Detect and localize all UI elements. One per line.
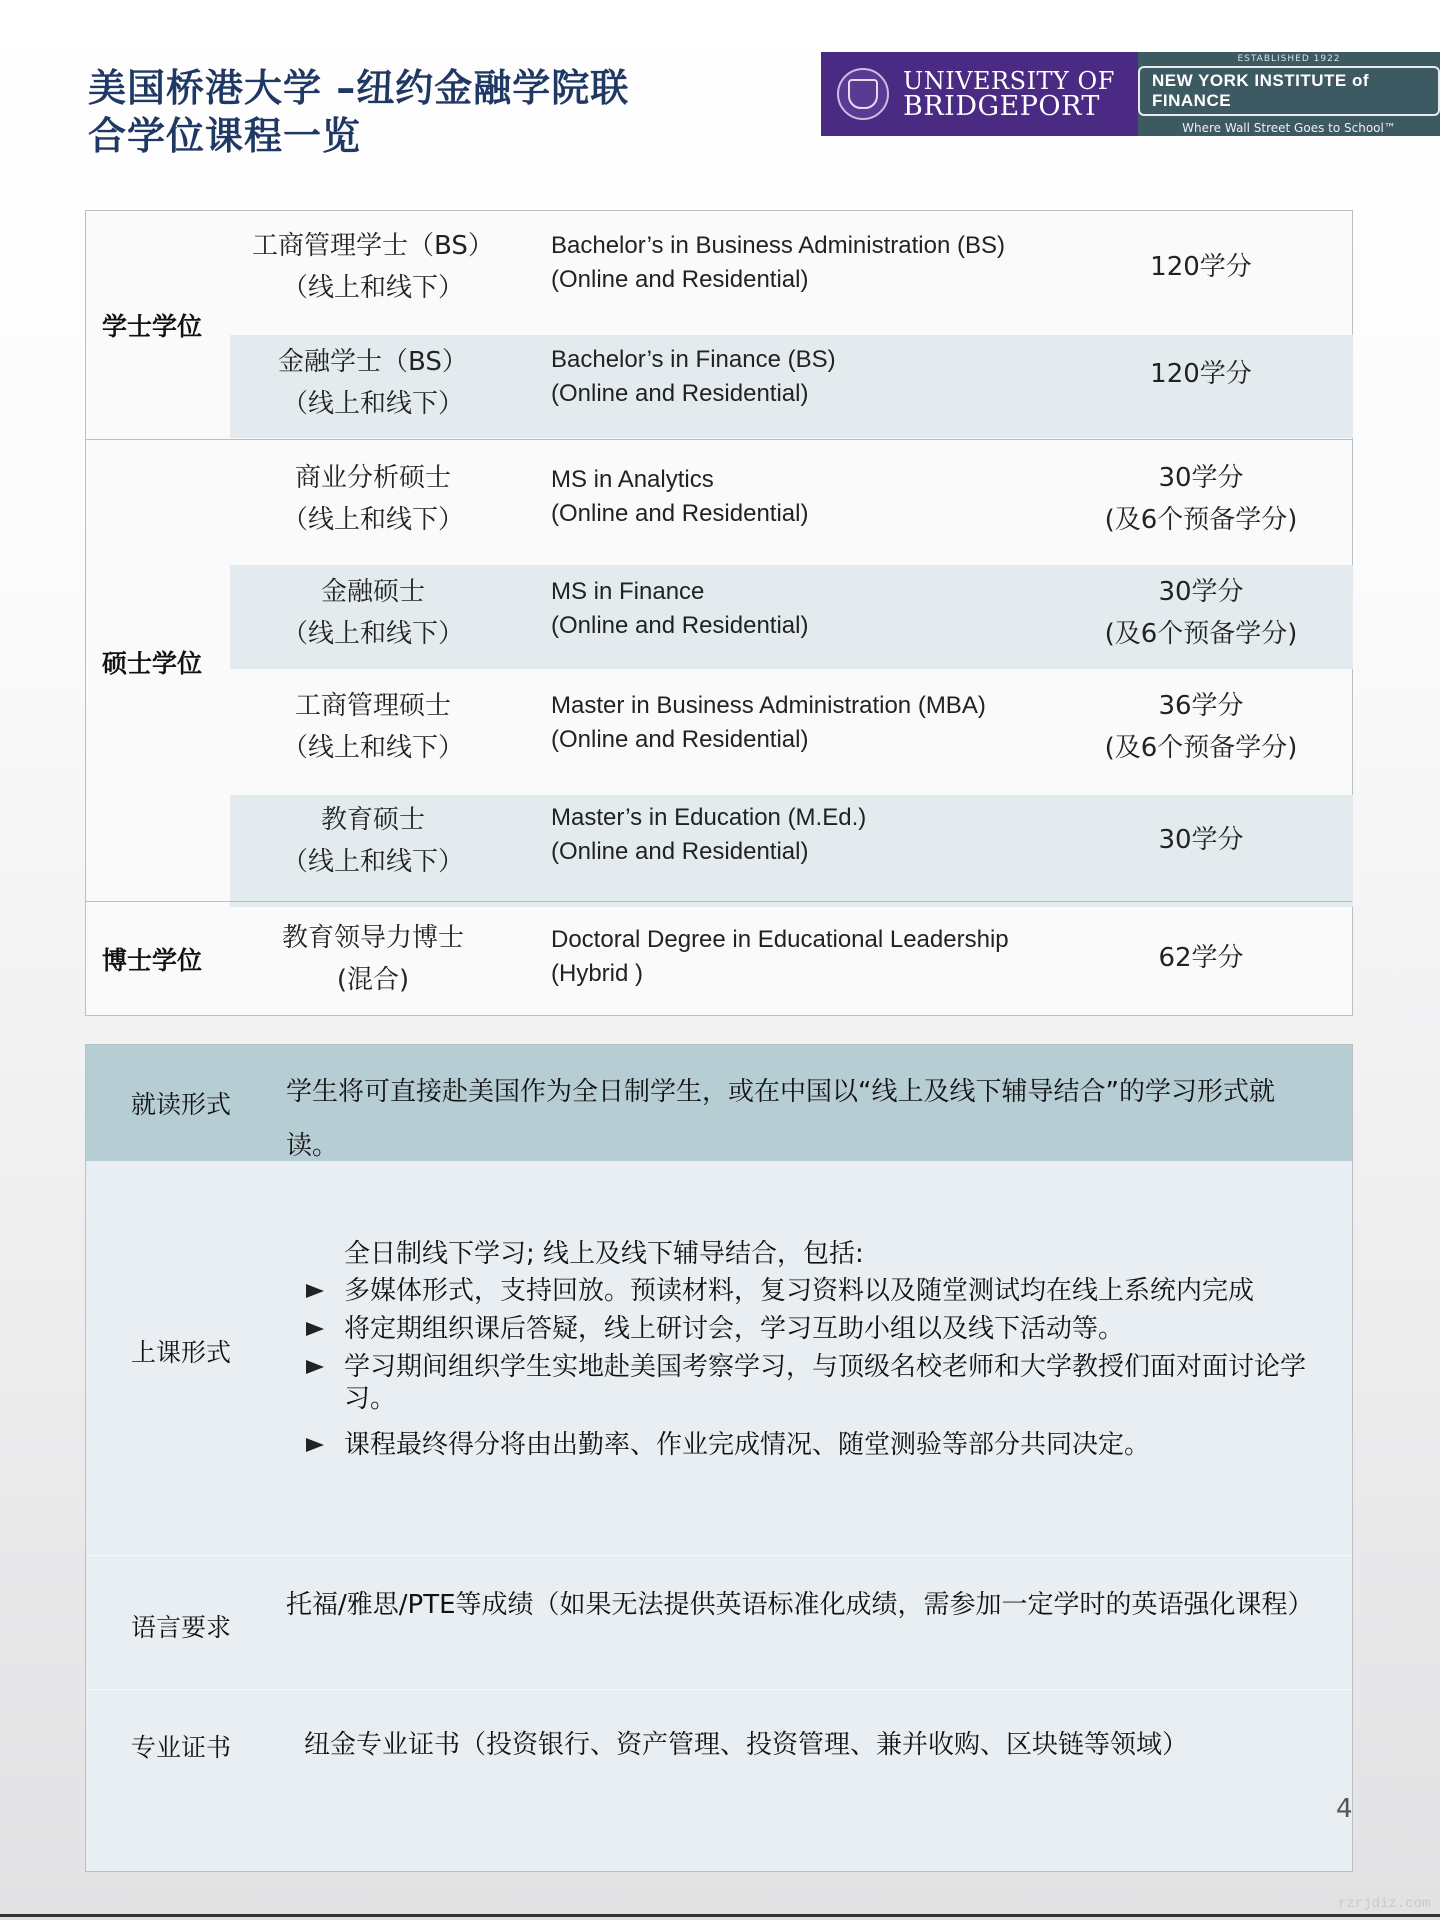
nyif-established: ESTABLISHED 1922 (1237, 53, 1341, 64)
list-item: 课程最终得分将由出勤率、作业完成情况、随堂测验等部分共同决定。 (296, 1429, 1336, 1461)
degree-credits: 30学分 (1158, 825, 1244, 855)
category-bachelor: 学士学位 (102, 312, 203, 341)
certificate-label: 专业证书 (130, 1733, 231, 1762)
certificate-row (86, 1689, 1352, 1871)
class-format-intro: 全日制线下学习; 线上及线下辅导结合，包括: (344, 1239, 864, 1269)
study-mode-label: 就读形式 (130, 1090, 231, 1119)
degree-row-mba (230, 679, 1353, 783)
language-text: 托福/雅思/PTE等成绩（如果无法提供英语标准化成绩，需参加一定学时的英语强化课程） (286, 1590, 1314, 1620)
degree-credits: 36学分 (及6个预备学分) (1104, 691, 1298, 763)
degree-table (85, 210, 1353, 1016)
degree-row-bs-finance (230, 335, 1353, 438)
study-mode-row (86, 1045, 1352, 1161)
university-seal-icon (837, 68, 889, 120)
degree-name-cn: 商业分析硕士 （线上和线下） (281, 463, 464, 535)
category-master: 硕士学位 (102, 648, 203, 678)
arrow-bullet-icon (306, 1438, 324, 1452)
certificate-text: 纽金专业证书（投资银行、资产管理、投资管理、兼并收购、区块链等领域） (304, 1730, 1189, 1760)
degree-row-med (230, 795, 1353, 907)
class-format-label: 上课形式 (130, 1338, 231, 1367)
page-number: 4 (1336, 1794, 1353, 1824)
degree-name-en: Master in Business Administration (MBA) (Online and Residential) (551, 692, 986, 753)
degree-name-en: Doctoral Degree in Educational Leadership (Hybrid ) (551, 926, 1009, 987)
degree-row-bba (230, 211, 1353, 323)
degree-name-cn: 金融学士（BS） （线上和线下） (278, 347, 468, 419)
university-name: UNIVERSITY OF BRIDGEPORT (903, 67, 1115, 122)
page-title: 美国桥港大学 –纽约金融学院联 合学位课程一览 (88, 66, 630, 158)
section-divider (86, 439, 1352, 440)
degree-row-edd (230, 911, 1353, 1015)
watermark: rzrjdiz.com (1338, 1896, 1431, 1912)
degree-name-cn: 工商管理硕士 （线上和线下） (281, 691, 464, 763)
category-doctoral: 博士学位 (102, 946, 203, 975)
degree-credits: 120学分 (1150, 252, 1252, 282)
degree-name-en: Master’s in Education (M.Ed.) (Online and Residential) (551, 804, 867, 865)
list-item: 学习期间组织学生实地赴美国考察学习，与顶级名校老师和大学教授们面对面讨论学习。 (296, 1351, 1336, 1415)
degree-name-en: Bachelor’s in Finance (BS) (Online and Residential) (551, 346, 836, 407)
degree-row-ms-finance (230, 565, 1353, 669)
study-mode-text: 学生将可直接赴美国作为全日制学生，或在中国以“线上及线下辅导结合”的学习形式就读。 (286, 1077, 1275, 1161)
language-label: 语言要求 (130, 1613, 231, 1642)
nyif-logo (1138, 52, 1440, 136)
arrow-bullet-icon (306, 1284, 324, 1298)
program-info-table (85, 1044, 1353, 1872)
language-row (86, 1555, 1352, 1689)
degree-name-en: Bachelor’s in Business Administration (BS) (Online and Residential) (551, 232, 1005, 293)
arrow-bullet-icon (306, 1360, 324, 1374)
degree-name-en: MS in Finance (Online and Residential) (551, 578, 809, 639)
degree-name-en: MS in Analytics (Online and Residential) (551, 466, 809, 527)
list-item: 多媒体形式，支持回放。预读材料，复习资料以及随堂测试均在线上系统内完成 (296, 1275, 1336, 1307)
arrow-bullet-icon (306, 1322, 324, 1336)
degree-credits: 30学分 (及6个预备学分) (1104, 577, 1298, 649)
section-divider (86, 901, 1352, 902)
degree-name-cn: 金融硕士 （线上和线下） (281, 577, 464, 649)
nyif-name: NEW YORK INSTITUTE of FINANCE (1138, 66, 1440, 116)
university-of-bridgeport-logo (821, 52, 1138, 136)
list-item: 将定期组织课后答疑，线上研讨会，学习互助小组以及线下活动等。 (296, 1313, 1336, 1345)
degree-credits: 30学分 (及6个预备学分) (1104, 463, 1298, 535)
logo-banner (821, 52, 1440, 136)
degree-credits: 62学分 (1158, 943, 1244, 973)
degree-name-cn: 工商管理学士（BS） （线上和线下） (252, 231, 494, 303)
degree-name-cn: 教育硕士 （线上和线下） (281, 805, 464, 877)
class-format-list (296, 1275, 1336, 1461)
degree-row-ms-analytics (230, 449, 1353, 553)
degree-name-cn: 教育领导力博士 (混合) (281, 923, 464, 995)
class-format-row (86, 1161, 1352, 1561)
degree-credits: 120学分 (1150, 359, 1252, 389)
bottom-border (0, 1914, 1440, 1917)
nyif-tagline: Where Wall Street Goes to School™ (1182, 120, 1396, 135)
